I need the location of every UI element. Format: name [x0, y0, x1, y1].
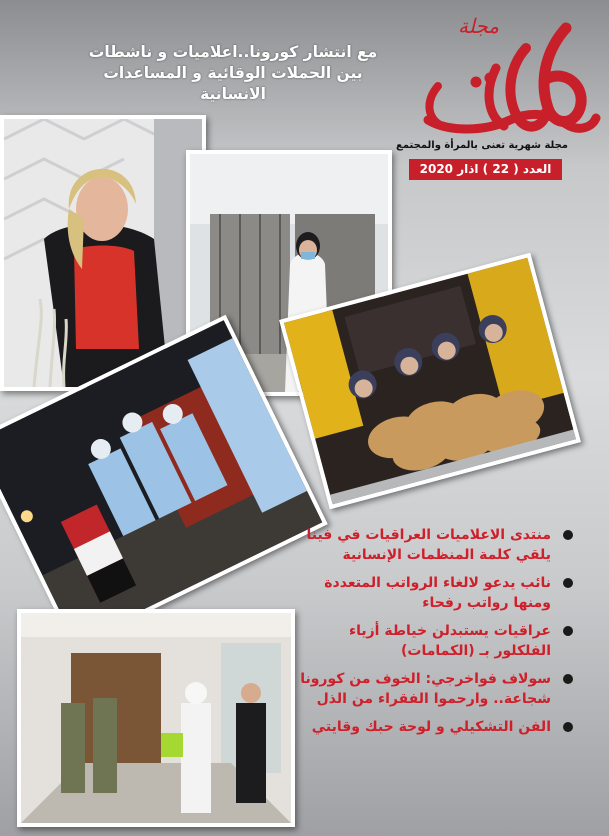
- headline-line-3: الانسانية: [200, 85, 266, 103]
- issue-badge: العدد ( 22 ) اذار 2020: [409, 159, 562, 180]
- bullet-dot-icon: [563, 578, 573, 588]
- cover-story-item: منتدى الاعلاميات العراقيات في فينا يلقي كلمة المنظمات الإنسانية: [290, 525, 573, 565]
- headline-line-1: مع انتشار كورونا..اعلاميات و ناشطات: [88, 43, 378, 61]
- bullet-dot-icon: [563, 626, 573, 636]
- masthead-small-label: مجلة: [458, 14, 499, 38]
- masthead-tagline: مجلة شهرية تعنى بالمرأة والمجتمع: [396, 140, 568, 151]
- photo-corridor-disinfection: [17, 609, 295, 827]
- cover-story-item: سولاف فواخرجي: الخوف من كورونا شجاعة.. وارحموا الفقراء من الذل: [290, 669, 573, 709]
- bullet-dot-icon: [563, 722, 573, 732]
- bullet-dot-icon: [563, 674, 573, 684]
- headline-line-2: بين الحملات الوقائية و المساعدات: [103, 64, 363, 82]
- cover-story-item: عراقيات يستبدلن خياطة أزياء الفلكلور بـ (الكمامات): [290, 621, 573, 661]
- cover-story-item: نائب يدعو لالغاء الرواتب المتعددة ومنها رواتب رفحاء: [290, 573, 573, 613]
- cover-stories-list: [290, 525, 573, 745]
- bullet-dot-icon: [563, 530, 573, 540]
- cover-story-item: الفن التشكيلي و لوحة حبك وقايتي: [290, 717, 573, 737]
- cover-headline: [78, 42, 388, 105]
